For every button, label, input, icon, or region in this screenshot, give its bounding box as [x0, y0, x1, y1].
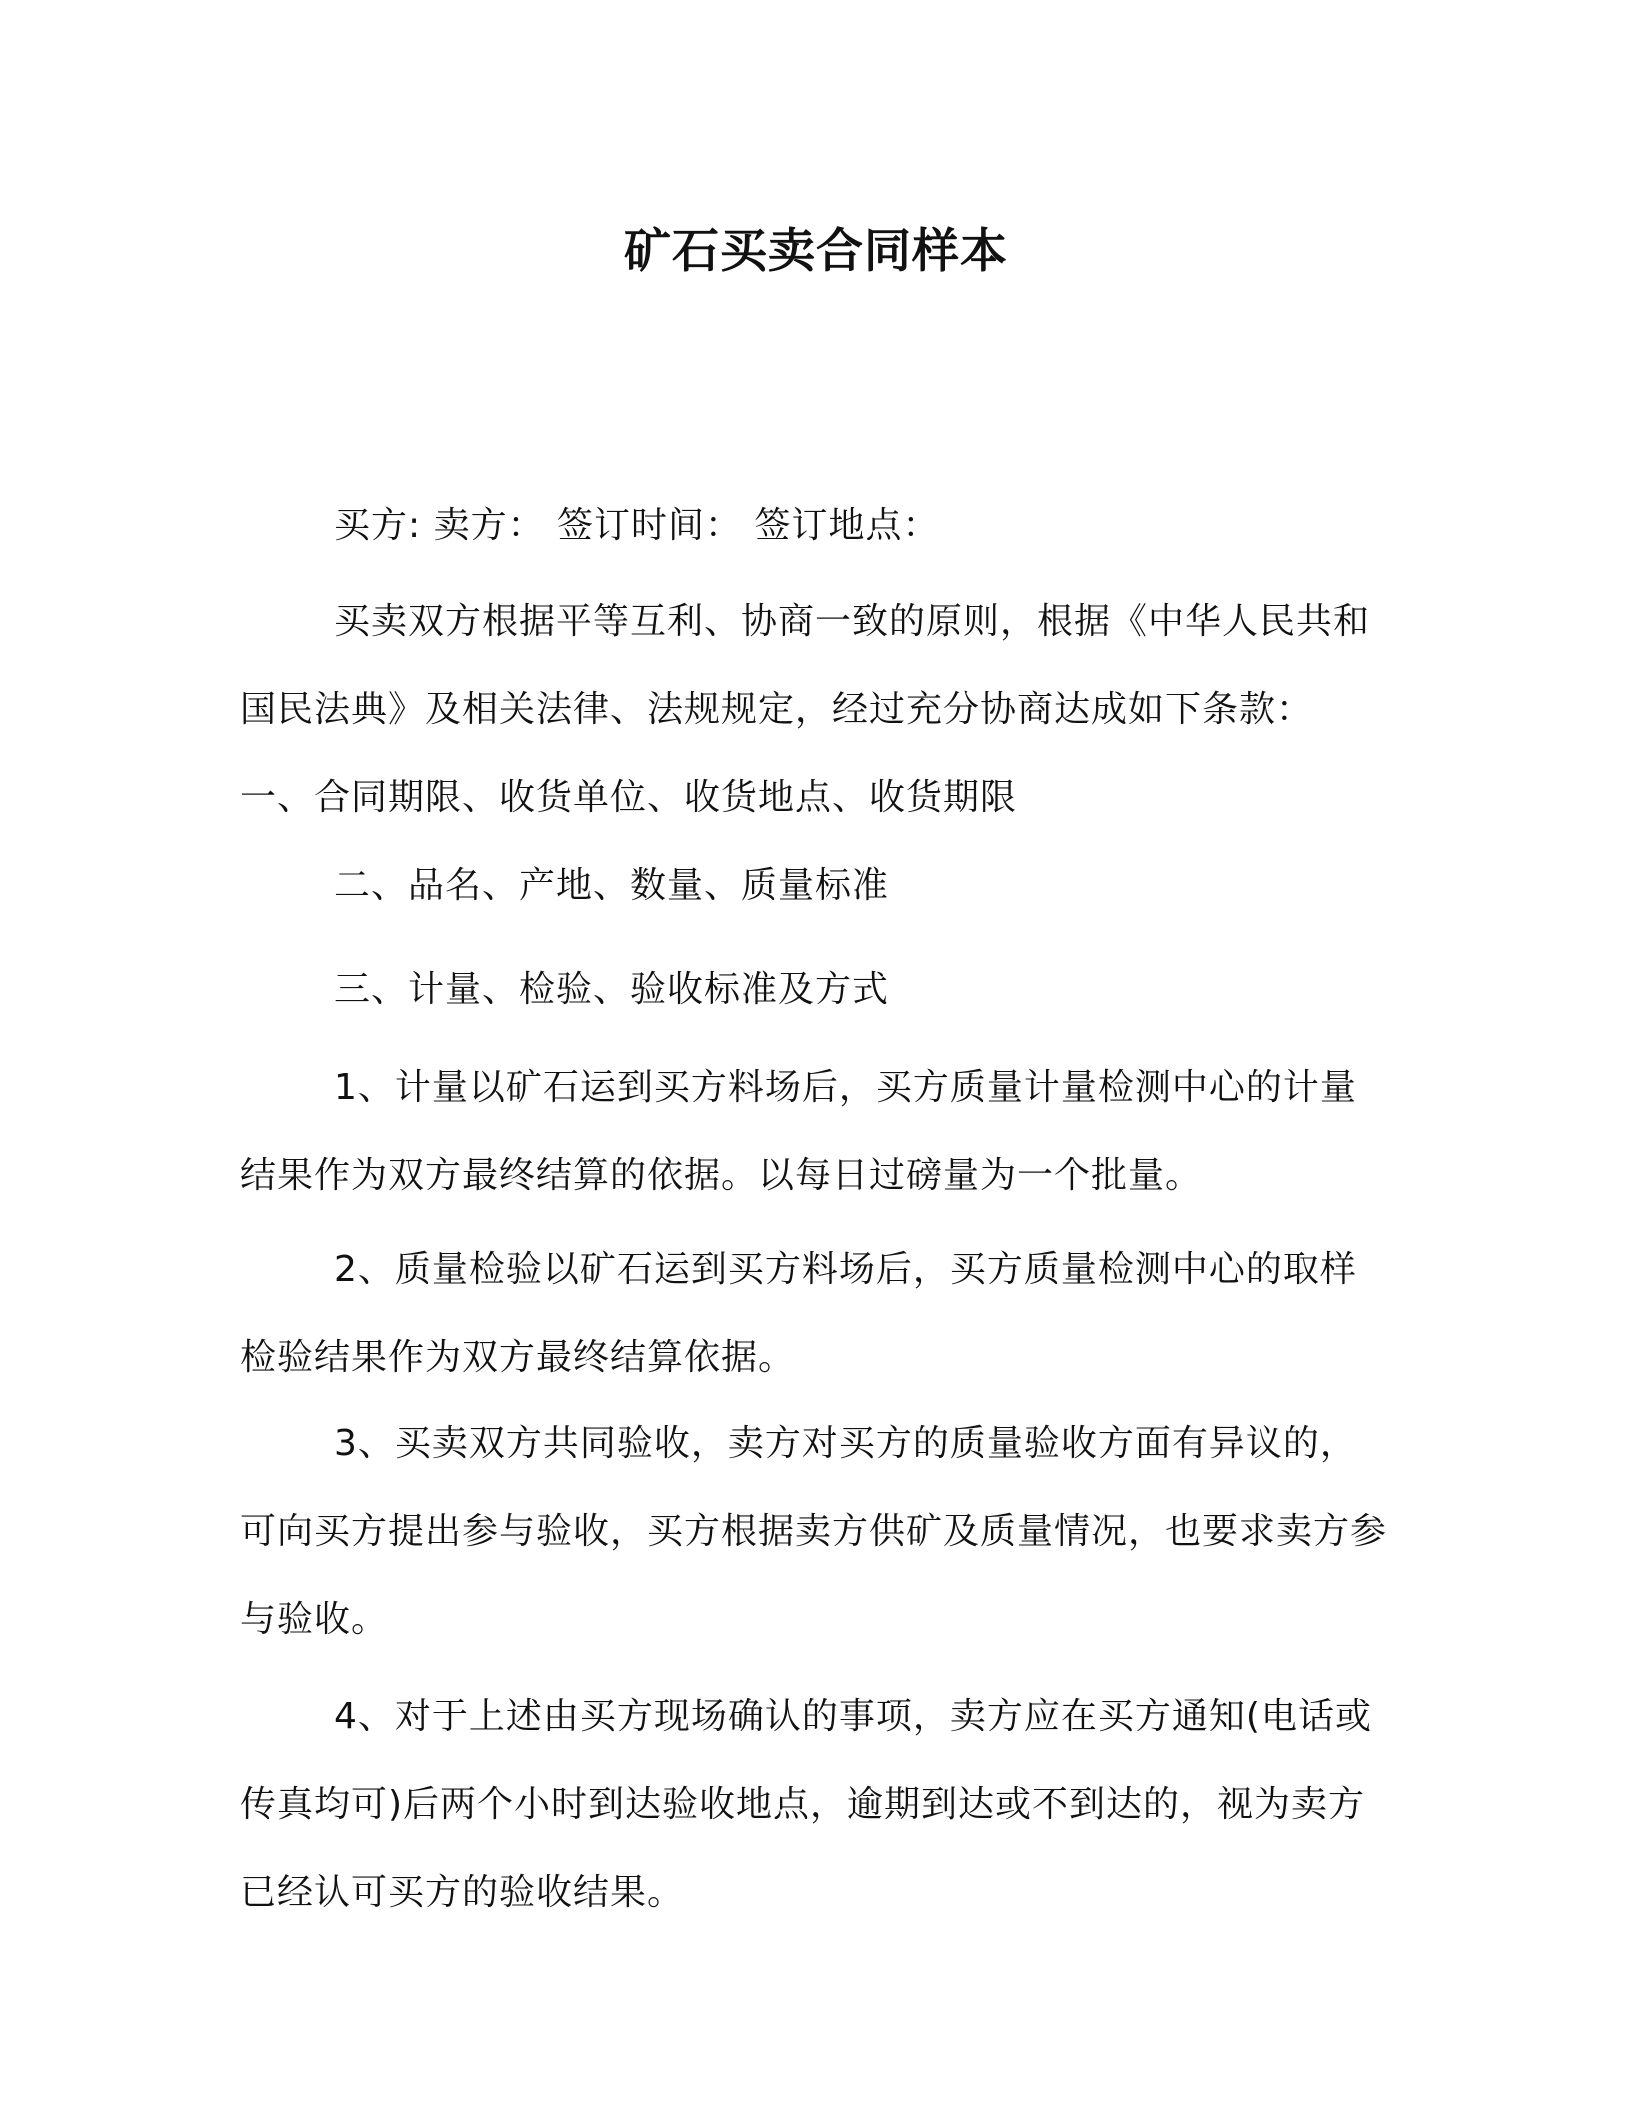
parties-line: 买方: 卖方： 签订时间： 签订地点：: [334, 505, 940, 546]
page-title: 矿石买卖合同样本: [624, 224, 1008, 279]
clause-1: 1、计量以矿石运到买方料场后，买方质量计量检测中心的计量结果作为双方最终结算的依据。以每日过磅量为一个批量。: [240, 1067, 1357, 1196]
clause-3: 3、买卖双方共同验收，卖方对买方的质量验收方面有异议的，可向买方提出参与验收，买方根据卖方供矿及质量情况，也要求卖方参与验收。: [240, 1423, 1388, 1640]
section-two-heading: 二、品名、产地、数量、质量标准: [334, 865, 890, 906]
intro-paragraph: 买卖双方根据平等互利、协商一致的原则，根据《中华人民共和国民法典》及相关法律、法规规定，经过充分协商达成如下条款： 一、合同期限、收货单位、收货地点、收货期限: [240, 601, 1371, 818]
clause-4: 4、对于上述由买方现场确认的事项，卖方应在买方通知(电话或传真均可)后两个小时到达验收地点，逾期到达或不到达的，视为卖方已经认可买方的验收结果。: [240, 1696, 1372, 1913]
clause-2: 2、质量检验以矿石运到买方料场后，买方质量检测中心的取样检验结果作为双方最终结算依据。: [240, 1249, 1357, 1378]
section-three-heading: 三、计量、检验、验收标准及方式: [334, 969, 890, 1010]
